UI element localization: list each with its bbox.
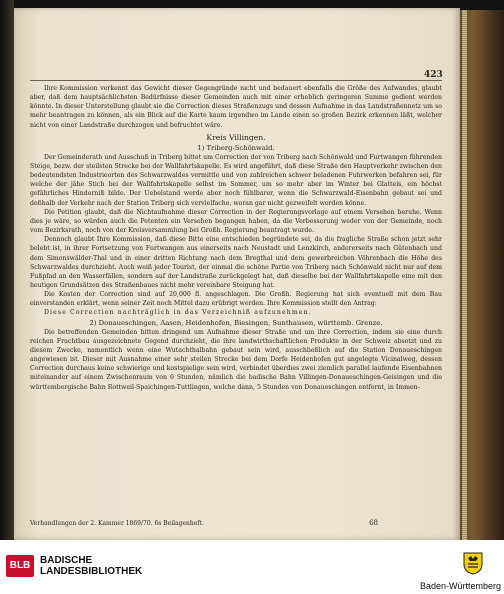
section-heading: Kreis Villingen. <box>206 132 266 142</box>
blb-name[interactable] <box>40 555 142 577</box>
header-rule <box>30 80 442 81</box>
blb-name-line1: BADISCHE <box>40 555 93 566</box>
footer-signature: 68 <box>369 519 378 527</box>
footer-source: Verhandlungen der 2. Kammer 1869/70. 6s Beilagenheft. <box>30 520 204 527</box>
paragraph: Die Kosten der Correction sind auf 20,000 fl. angeschlagen. Die Großh. Regierung hat sich eventuell mit dem Bau einverstanden erklärt, wenn seiner Zeit noch Mittel dazu erübrigt werden. Ihre Kommission stellt den Antrag: <box>30 291 442 308</box>
page-text <box>30 84 442 392</box>
page-footer <box>30 520 442 527</box>
coat-of-arms-icon <box>462 551 484 575</box>
motion-text: Diese Correction nachträglich in das Verzeichniß aufzunehmen. <box>44 309 312 317</box>
blb-logo[interactable]: BLB <box>6 555 34 577</box>
paragraph: Dennoch glaubt Ihre Kommission, daß diese Bitte eine entschieden begründete sei, da die fragliche Straße schon jetzt sehr belebt ist, in ihrer Fortsetzung von Furtwangen aus einerseits nach Neustadt und Lenzkirch, andererseits nach Gütenbach und dem Simonswälder-Thal und in einer dritten Richtung nach dem Bregthal und dem gewerbreichen Vöhrenbach die Höhe des Schwarzwaldes durchzieht. Auch weiß jeder Tourist, der einmal die schöne Partie von Triberg nach Schönwald nicht nur auf dem Fußpfad an den Wasserfällen, sondern auf der Landstraße zurückgelegt hat, daß dieselbe bei der Wallfahrtskapelle eine mit den heutigen Grundsätzen des Straßenbaues nicht mehr vereinbare Steigung hat. <box>30 236 442 289</box>
bw-label: Baden-Württemberg <box>420 581 502 591</box>
subsection-heading: 2) Donaueschingen, Aasen, Heidenhofen, Biesingen, Sunthausen, württemb. Grenze. <box>89 318 383 327</box>
book-spine-left <box>0 0 14 540</box>
paragraph: Die betreffenden Gemeinden bitten dringend um Aufnahme dieser Straße und um ihre Correction, indem sie eine durch reichen Fruchtbau ausgezeichnete Gegend durchzieht, die ihre landwirthschaftlichen Produkte in der Schweiz absetzt und zu diesem Zwecke, namentlich wenn eine Wutachthalbahn gebaut sein wird, ausschließlich auf die Station Donaueschingen angewiesen ist. Dieser mit Ausnahme einer sehr steilen Strecke bei dem Dorfe Heidenhofen gut angelegte Vicinalweg, dessen Correction durchaus keine schwierige und kostspielige sein wird, verbindet überdies zwei ziemlich parallel laufende Eisenbahnen miteinander auf einem Zwischenraum von 6 Stunden, nämlich die badische Bahn Villingen-Donaueschingen-Geisingen und die württembergische Bahn Rottweil-Spaichingen-Tuttlingen, welche dann, 5 Stunden von Donaueschingen entfernt, in Immen- <box>30 328 442 391</box>
book-cover-edge <box>460 10 504 540</box>
page-number: 423 <box>424 70 443 80</box>
paragraph: Die Petition glaubt, daß die Nichtaufnahme dieser Correction in der Regierungsvorlage auf einem Versehen beruhe. Wenn dies je wäre, so würden auch die Petenten ein Versehen begangen haben, da die Verbesserung weder von der Gemeinde, noch vom Bezirksrath, noch von der Kreisversammlung bei Großh. Regierung beantragt wurde. <box>30 208 442 235</box>
blb-name-line2: LANDESBIBLIOTHEK <box>40 566 143 577</box>
paragraph: Der Gemeinderath und Ausschuß in Triberg bittet um Correction der von Triberg nach Schönwald und Furtwangen führenden Steige, bezw. der steilsten Strecke bei der Wallfahrtskapelle. Es wird angeführt, daß diese Straße den Hauptverkehr zwischen den bedeutendsten Industrieorten des Schwarzwaldes vermittle und von zahlreichen schwer beladenen Fuhrwerken befahren sei, für welche der jähe Stich bei der Wallfahrtskapelle selbst im Sommer, um so mehr aber im Winter bei Glatteis, ein höchst gefährliches Hinderniß bilde. Der Uebelstand werde aber noch fühlbarer, wenn die Schwarzwald-Eisenbahn gebaut sei und deßhalb der Verkehr nach der Station Triberg sich vervielfache, woran gar nicht gezweifelt werden könne. <box>30 153 442 207</box>
subsection-heading: 1) Triberg-Schönwald. <box>197 143 275 152</box>
paragraph: Ihre Kommission verkennt das Gewicht dieser Gegengründe nicht und bedauert ebenfalls die Größe des Aufwandes, glaubt aber, daß dem hauptsächlichsten Bedürfnisse dieser Gemeinden auch mit einer erheblich geringeren Summe gedient werden könnte. In dieser Unterstellung glaubt sie die Correction dieses Straßenzugs und dessen Aufnahme in das Landstraßennetz um so mehr beantragen zu können, als ein Blick auf die Karte kaum irgendwo im Lande einen so großen Bezirk erkennen läßt, welcher nicht von einer Landstraße durchzogen und befruchtet wäre. <box>30 85 442 129</box>
